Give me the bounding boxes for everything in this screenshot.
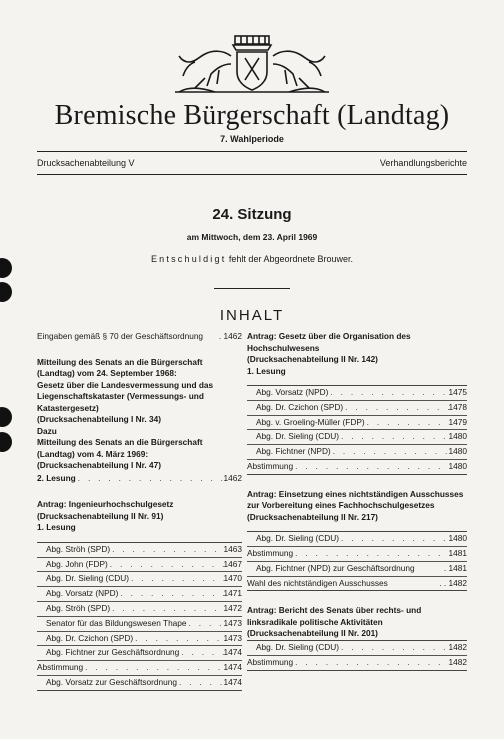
toc-entry-page: 1478: [448, 401, 467, 412]
toc-heading-line: Antrag: Ingenieurhochschulgesetz: [37, 499, 174, 510]
toc-entry-page: 1471: [223, 588, 242, 599]
toc-entry-text: 2. Lesung: [37, 472, 76, 483]
toc-entry-text: Abg. Vorsatz (NPD): [256, 387, 329, 397]
toc-entry: [37, 602, 242, 617]
toc-entry: [247, 656, 467, 670]
toc-entry: [247, 547, 467, 562]
toc-entry-text: Wahl des nichtständigen Ausschusses: [247, 577, 388, 588]
coat-of-arms-icon: [171, 34, 333, 98]
toc-entry-text: Abg. Dr. Czichon (SPD): [256, 401, 344, 412]
toc-entry: [37, 632, 242, 647]
toc-entry-page: . 1462: [218, 331, 242, 341]
toc-heading-line: (Drucksachenabteilung II Nr. 217): [247, 511, 378, 522]
toc-entry-page: 1475: [448, 387, 467, 397]
toc-entry: [247, 401, 467, 416]
punch-hole: [0, 407, 12, 427]
punch-hole: [0, 432, 12, 452]
toc-entry-page: 1474: [223, 647, 242, 658]
toc-heading-line: Antrag: Gesetz über die Organisation des Hochschulwesens: [247, 331, 411, 353]
toc-entry-page: 1480: [448, 431, 467, 442]
toc-entry-page: 1473: [223, 617, 242, 628]
toc-heading-line: 1. Lesung: [247, 365, 286, 376]
toc-entry-text: Abg. Vorsatz (NPD): [46, 588, 119, 599]
toc-entry-text: Abg. John (FDP): [46, 558, 108, 569]
toc-entry: [37, 543, 242, 558]
toc-entry-page: . 1481: [443, 562, 467, 573]
toc-entry: [247, 445, 467, 460]
toc-heading-line: Antrag: Einsetzung eines nichtständigen Ausschusses zur Vorbereitung eines Fachhochschulgesetzes: [247, 488, 464, 511]
toc-entry: [37, 661, 242, 676]
toc-entry-page: 1481: [448, 548, 467, 559]
toc-entry: [247, 460, 467, 474]
toc-entry-text: Abg. Dr. Czichon (SPD): [46, 632, 134, 643]
toc-heading-line: (Drucksachenabteilung II Nr. 142): [247, 354, 378, 364]
toc-entry-page: . . 1482: [439, 577, 467, 588]
excused-note: [0, 254, 504, 264]
document-section: Drucksachenabteilung V: [37, 158, 135, 168]
toc-entry-text: Abstimmung: [247, 460, 294, 471]
toc-heading-line: Mitteilung des Senats an die Bürgerschaft (Landtag) vom 24. September 1968:: [37, 356, 203, 378]
toc-entry-page: 1467: [223, 558, 242, 569]
session-date: am Mittwoch, dem 23. April 1969: [186, 232, 318, 242]
toc-entry: [37, 587, 242, 602]
toc-entry-page: 1480: [448, 533, 467, 544]
session-title: 24. Sitzung: [212, 206, 292, 223]
toc-left-column: [37, 331, 242, 691]
toc-entry: [37, 331, 242, 343]
toc-heading-line: (Drucksachenabteilung I Nr. 47): [37, 460, 162, 470]
toc-entry-text: Abstimmung: [247, 656, 294, 667]
toc-entry-text: Abg. Fichtner zur Geschäftsordnung: [46, 647, 180, 658]
toc-heading-line: Gesetz über die Landesvermessung und das Liegenschaftskataster (Vermessungs- und Katastergesetz): [37, 379, 214, 413]
toc-entry-page: 1463: [223, 543, 242, 554]
header-rule-top: [37, 151, 467, 152]
toc-entry-text: Abg. Vorsatz zur Geschäftsordnung: [46, 676, 177, 687]
toc-entry-text: Abg. Fichtner (NPD): [256, 446, 331, 457]
legislative-period: 7. Wahlperiode: [220, 134, 284, 144]
toc-entry: [37, 617, 242, 632]
toc-entry-page: 1470: [223, 573, 242, 584]
toc-heading-line: Dazu: [37, 425, 57, 436]
toc-entry: [247, 562, 467, 577]
toc-entry-page: 1480: [448, 446, 467, 457]
toc-entry-text: Abg. Dr. Sieling (CDU): [256, 431, 339, 442]
toc-heading-line: Antrag: Bericht des Senats über rechts- und linksradikale politische Aktivitäten: [247, 605, 422, 627]
header-rule-bottom: [37, 174, 467, 175]
short-divider: [214, 288, 290, 289]
toc-entry: [247, 386, 467, 401]
toc-entry: [37, 558, 242, 573]
punch-hole: [0, 282, 12, 302]
toc-entry-text: Abstimmung: [247, 548, 294, 559]
toc-entry: [247, 532, 467, 547]
toc-entry-text: Abg. Dr. Sieling (CDU): [256, 641, 339, 652]
toc-entry-page: 1482: [448, 641, 467, 652]
toc-heading-line: (Drucksachenabteilung II Nr. 91): [37, 510, 164, 521]
toc-heading-line: Mitteilung des Senats an die Bürgerschaft (Landtag) vom 4. März 1969:: [37, 437, 203, 459]
toc-entry: [37, 472, 242, 486]
toc-entry-page: 1479: [448, 416, 467, 427]
toc-entry-page: 1473: [223, 632, 242, 643]
toc-entry-text: Abg. Ströh (SPD): [46, 602, 111, 613]
toc-entry-text: Abg. Ströh (SPD): [46, 543, 111, 554]
excused-text: fehlt der Abgeordnete Brouwer.: [226, 254, 354, 264]
toc-entry-text: Eingaben gemäß § 70 der Geschäftsordnung: [37, 331, 204, 341]
toc-entry: [37, 646, 242, 661]
toc-entry-page: 1474: [223, 676, 242, 687]
toc-entry: [247, 416, 467, 431]
toc-entry-page: 1462: [223, 472, 242, 483]
toc-entry-text: Senator für das Bildungswesen Thape: [46, 617, 187, 628]
toc-entry: [247, 641, 467, 656]
toc-entry-text: Abg. Dr. Sieling (CDU): [256, 533, 339, 544]
toc-entry-page: 1472: [223, 602, 242, 613]
excused-word: Entschuldigt: [150, 254, 227, 264]
toc-right-column: [247, 331, 467, 671]
toc-heading-line: (Drucksachenabteilung I Nr. 34): [37, 414, 162, 424]
parliament-title: Bremische Bürgerschaft (Landtag): [54, 100, 450, 131]
toc-entry: [247, 430, 467, 445]
toc-entry-text: Abg. Dr. Sieling (CDU): [46, 573, 129, 584]
toc-entry: [37, 676, 242, 690]
toc-entry-text: Abg. v. Groeling-Müller (FDP): [256, 416, 365, 427]
toc-entry: [247, 577, 467, 591]
toc-heading-line: (Drucksachenabteilung II Nr. 201): [247, 628, 378, 639]
toc-entry-page: 1480: [448, 460, 467, 471]
toc-entry-text: Abg. Fichtner (NPD) zur Geschäftsordnung: [256, 562, 415, 573]
toc-entry-page: 1474: [223, 662, 242, 673]
toc-heading-line: 1. Lesung: [37, 522, 76, 533]
toc-entry-text: Abstimmung: [37, 662, 84, 673]
toc-entry: [37, 572, 242, 587]
document-type: Verhandlungsberichte: [379, 158, 467, 168]
toc-entry-page: 1482: [448, 656, 467, 667]
contents-heading: INHALT: [219, 307, 285, 324]
